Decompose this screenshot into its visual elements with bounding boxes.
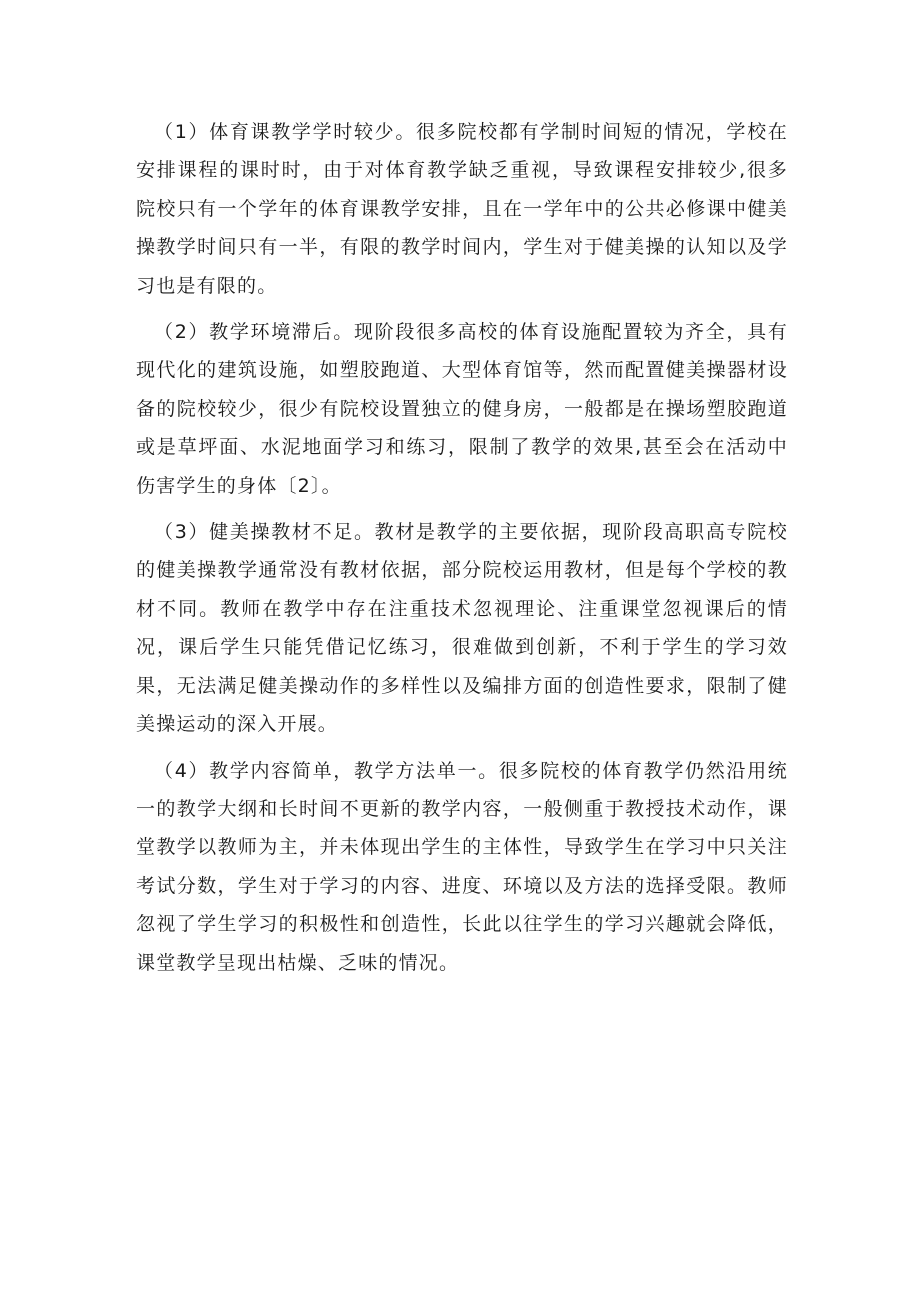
paragraph-3: （3）健美操教材不足。教材是教学的主要依据，现阶段高职高专院校的健美操教学通常没有教材依据，部分院校运用教材，但是每个学校的教材不同。教师在教学中存在注重技术忽视理论、注重课堂忽视课后的情况，课后学生只能凭借记忆练习，很难做到创新，不利于学生的学习效果，无法满足健美操动作的多样性以及编排方面的创造性要求，限制了健美操运动的深入开展。 xyxy=(136,521,788,736)
document-body xyxy=(136,113,788,990)
paragraph-1: （1）体育课教学学时较少。很多院校都有学制时间短的情况，学校在安排课程的课时时，由于对体育教学缺乏重视，导致课程安排较少,很多院校只有一个学年的体育课教学安排，且在一学年中的公共必修课中健美操教学时间只有一半，有限的教学时间内，学生对于健美操的认知以及学习也是有限的。 xyxy=(136,121,788,297)
paragraph-2: （2）教学环境滞后。现阶段很多高校的体育设施配置较为齐全，具有现代化的建筑设施，如塑胶跑道、大型体育馆等，然而配置健美操器材设备的院校较少，很少有院校设置独立的健身房，一般都是在操场塑胶跑道或是草坪面、水泥地面学习和练习，限制了教学的效果,甚至会在活动中伤害学生的身体〔2〕。 xyxy=(136,321,788,497)
paragraph-4: （4）教学内容简单，教学方法单一。很多院校的体育教学仍然沿用统一的教学大纲和长时间不更新的教学内容，一般侧重于教授技术动作，课堂教学以教师为主，并未体现出学生的主体性，导致学生在学习中只关注考试分数，学生对于学习的内容、进度、环境以及方法的选择受限。教师忽视了学生学习的积极性和创造性，长此以往学生的学习兴趣就会降低，课堂教学呈现出枯燥、乏味的情况。 xyxy=(136,759,788,974)
